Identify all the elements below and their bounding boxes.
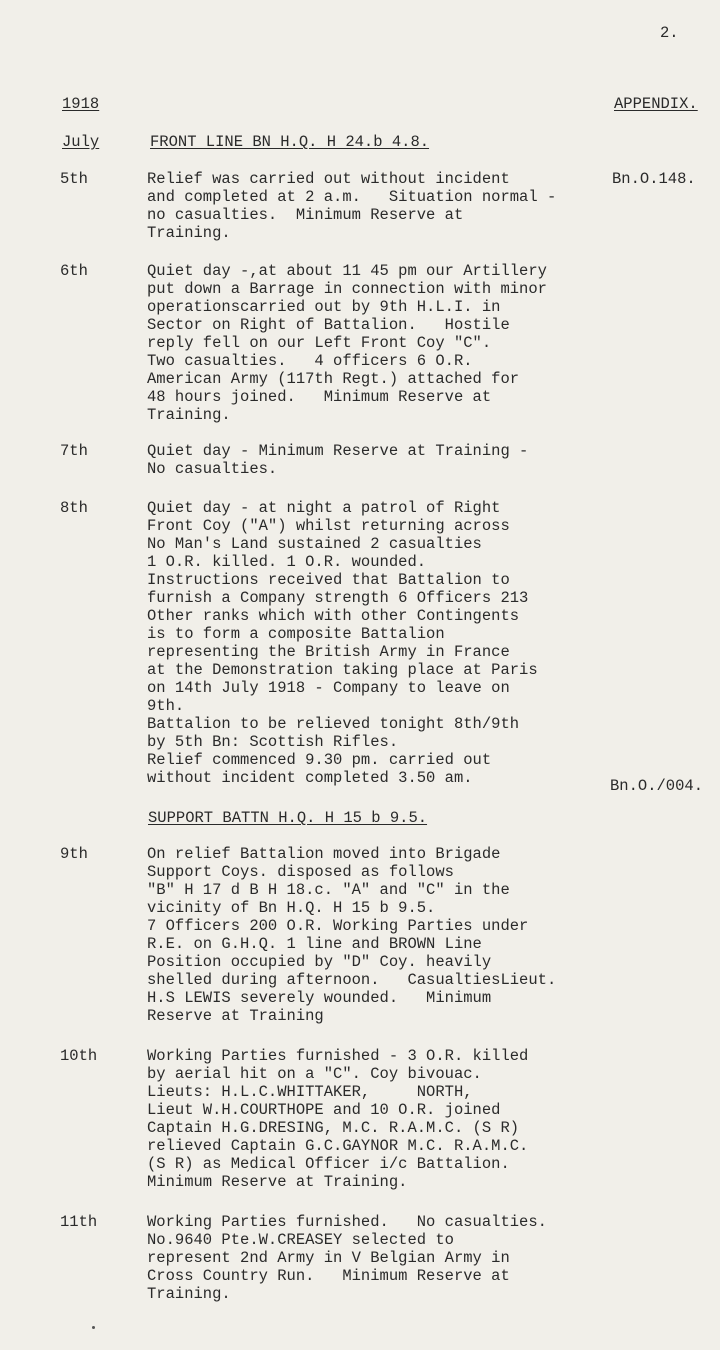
entry-date: 10th <box>60 1047 98 1065</box>
entry-line: "B" H 17 d B H 18.c. "A" and "C" in the <box>147 881 510 899</box>
entry-line: 1 O.R. killed. 1 O.R. wounded. <box>147 553 427 571</box>
entry-line: Working Parties furnished. No casualties. <box>147 1213 547 1231</box>
entry-line: operationscarried out by 9th H.L.I. in <box>147 298 501 316</box>
entry-line: Two casualties. 4 officers 6 O.R. <box>147 352 473 370</box>
entry-line: no casualties. Minimum Reserve at <box>147 206 464 224</box>
entry-line: on 14th July 1918 - Company to leave on <box>147 679 510 697</box>
page-number: 2. <box>660 24 679 42</box>
entry-line: at the Demonstration taking place at Paris <box>147 661 538 679</box>
entry-line: Quiet day - at night a patrol of Right <box>147 499 501 517</box>
entry-line: No casualties. <box>147 460 278 478</box>
entry-line: No.9640 Pte.W.CREASEY selected to <box>147 1231 454 1249</box>
entry-line: American Army (117th Regt.) attached for <box>147 370 520 388</box>
entry-line: Quiet day - Minimum Reserve at Training - <box>147 442 529 460</box>
entry-line: H.S LEWIS severely wounded. Minimum <box>147 989 492 1007</box>
entry-date: 5th <box>60 170 88 188</box>
entry-line: Lieuts: H.L.C.WHITTAKER, NORTH, <box>147 1083 473 1101</box>
entry-line: reply fell on our Left Front Coy "C". <box>147 334 492 352</box>
order-reference: Bn.O./004. <box>610 777 704 795</box>
ink-speck <box>92 1326 95 1329</box>
entry-line: Quiet day -,at about 11 45 pm our Artillery <box>147 262 547 280</box>
entry-line: Sector on Right of Battalion. Hostile <box>147 316 510 334</box>
entry-date: 7th <box>60 442 88 460</box>
entry-date: 11th <box>60 1213 98 1231</box>
entry-line: relieved Captain G.C.GAYNOR M.C. R.A.M.C. <box>147 1137 529 1155</box>
year-heading: 1918 <box>62 95 100 113</box>
section-heading-front-line: FRONT LINE BN H.Q. H 24.b 4.8. <box>150 133 430 151</box>
entry-date: 8th <box>60 499 88 517</box>
entry-line: put down a Barrage in connection with minor <box>147 280 547 298</box>
entry-text <box>147 170 637 242</box>
entry-date: 6th <box>60 262 88 280</box>
entry-line: Working Parties furnished - 3 O.R. killed <box>147 1047 529 1065</box>
entry-line: Support Coys. disposed as follows <box>147 863 454 881</box>
entry-line: Training. <box>147 406 231 424</box>
entry-line: Front Coy ("A") whilst returning across <box>147 517 510 535</box>
section-heading-support: SUPPORT BATTN H.Q. H 15 b 9.5. <box>148 809 428 827</box>
entry-line: 48 hours joined. Minimum Reserve at <box>147 388 492 406</box>
entry-line: without incident completed 3.50 am. <box>147 769 473 787</box>
entry-text <box>147 499 637 787</box>
entry-line: Minimum Reserve at Training. <box>147 1173 408 1191</box>
entry-text <box>147 1047 637 1191</box>
entry-line: furnish a Company strength 6 Officers 213 <box>147 589 529 607</box>
month-heading: July <box>62 133 100 151</box>
entry-line: by 5th Bn: Scottish Rifles. <box>147 733 399 751</box>
entry-text <box>147 442 637 478</box>
entry-line: Position occupied by "D" Coy. heavily <box>147 953 492 971</box>
entry-line: Captain H.G.DRESING, M.C. R.A.M.C. (S R) <box>147 1119 520 1137</box>
entry-line: R.E. on G.H.Q. 1 line and BROWN Line <box>147 935 482 953</box>
order-reference: Bn.O.148. <box>612 170 696 188</box>
entry-line: Instructions received that Battalion to <box>147 571 510 589</box>
entry-line: Cross Country Run. Minimum Reserve at <box>147 1267 510 1285</box>
entry-text <box>147 845 637 1025</box>
entry-line: Training. <box>147 224 231 242</box>
entry-text <box>147 1213 637 1303</box>
entry-line: 9th. <box>147 697 185 715</box>
entry-line: Relief was carried out without incident <box>147 170 510 188</box>
entry-line: 7 Officers 200 O.R. Working Parties under <box>147 917 529 935</box>
entry-line: Other ranks which with other Contingents <box>147 607 520 625</box>
entry-line: Battalion to be relieved tonight 8th/9th <box>147 715 520 733</box>
entry-line: Reserve at Training <box>147 1007 324 1025</box>
entry-line: representing the British Army in France <box>147 643 510 661</box>
entry-line: Training. <box>147 1285 231 1303</box>
entry-line: On relief Battalion moved into Brigade <box>147 845 501 863</box>
entry-line: and completed at 2 a.m. Situation normal - <box>147 188 557 206</box>
entry-line: Lieut W.H.COURTHOPE and 10 O.R. joined <box>147 1101 501 1119</box>
entry-line: is to form a composite Battalion <box>147 625 445 643</box>
entry-date: 9th <box>60 845 88 863</box>
entry-line: represent 2nd Army in V Belgian Army in <box>147 1249 510 1267</box>
entry-line: Relief commenced 9.30 pm. carried out <box>147 751 492 769</box>
entry-line: vicinity of Bn H.Q. H 15 b 9.5. <box>147 899 436 917</box>
entry-line: (S R) as Medical Officer i/c Battalion. <box>147 1155 510 1173</box>
entry-line: shelled during afternoon. CasualtiesLieut. <box>147 971 557 989</box>
entry-line: by aerial hit on a "C". Coy bivouac. <box>147 1065 482 1083</box>
entry-text <box>147 262 637 424</box>
entry-line: No Man's Land sustained 2 casualties <box>147 535 482 553</box>
appendix-heading: APPENDIX. <box>614 95 698 113</box>
